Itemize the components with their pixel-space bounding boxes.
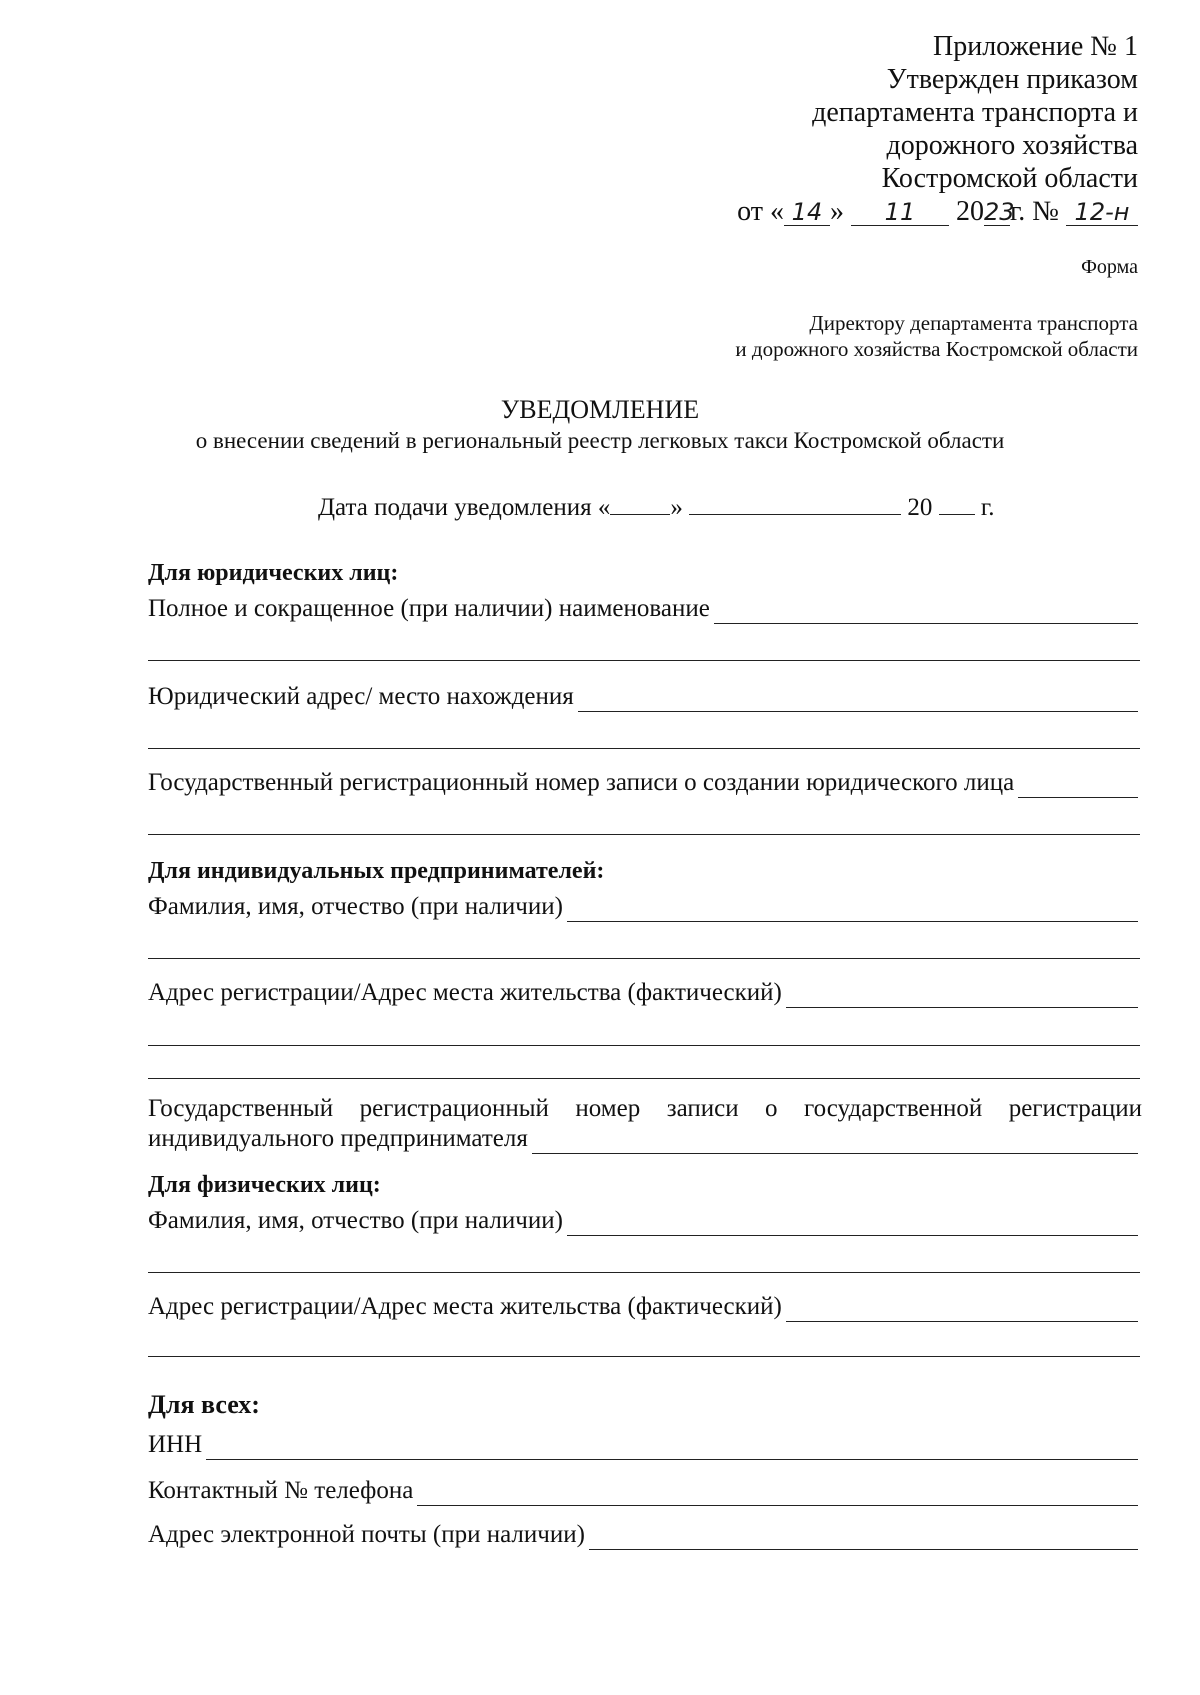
submission-day-field[interactable] <box>610 492 670 515</box>
ie-address-line-2[interactable] <box>148 1045 1140 1046</box>
form-label: Форма <box>1081 256 1138 278</box>
ind-address-line-2[interactable] <box>148 1356 1140 1357</box>
phone-label: Контактный № телефона <box>148 1477 414 1504</box>
document-subtitle: о внесении сведений в региональный реестр легковых такси Костромской области <box>195 428 1005 453</box>
ie-full-name-line-2[interactable] <box>148 958 1140 959</box>
appendix-number: Приложение № 1 <box>933 31 1138 62</box>
order-year: 23 <box>983 198 1015 226</box>
year-prefix: 20 <box>955 196 984 227</box>
order-month: 11 <box>851 199 949 226</box>
ie-address-row <box>148 978 1138 1008</box>
legal-full-name-line-2[interactable] <box>148 660 1140 661</box>
legal-full-name-row <box>148 594 1138 624</box>
order-day: 14 <box>784 199 830 226</box>
legal-address-label: Юридический адрес/ место нахождения <box>148 683 574 710</box>
submission-month-field[interactable] <box>689 492 901 515</box>
ie-reg-number-label-1: Государственный регистрационный номер записи о государственной регистрации <box>148 1095 1142 1122</box>
submission-date-label: Дата подачи уведомления « <box>318 494 611 521</box>
ie-reg-number-label-2: индивидуального предпринимателя <box>148 1125 528 1152</box>
region-line: Костромской области <box>881 163 1138 194</box>
individuals-heading: Для физических лиц: <box>148 1172 381 1198</box>
ind-full-name-row <box>148 1206 1138 1236</box>
all-heading: Для всех: <box>148 1390 260 1419</box>
legal-full-name-label: Полное и сокращенное (при наличии) наименование <box>148 595 710 622</box>
legal-reg-number-line-2[interactable] <box>148 834 1140 835</box>
order-date-line <box>618 195 1138 228</box>
ie-reg-number-block <box>148 1094 1142 1124</box>
approval-block <box>618 30 1138 228</box>
ie-reg-number-row <box>148 1124 1138 1154</box>
ie-full-name-label: Фамилия, имя, отчество (при наличии) <box>148 893 563 920</box>
legal-address-row <box>148 682 1138 712</box>
legal-reg-number-row <box>148 768 1138 798</box>
ie-full-name-row <box>148 892 1138 922</box>
ie-full-name-field[interactable] <box>567 899 1138 922</box>
inn-row <box>148 1430 1138 1460</box>
date-prefix: от « <box>737 196 784 227</box>
document-title: УВЕДОМЛЕНИЕ <box>500 395 700 424</box>
addressee-block <box>538 310 1138 362</box>
ind-address-field[interactable] <box>786 1299 1138 1322</box>
entrepreneurs-heading: Для индивидуальных предпринимателей: <box>148 858 605 884</box>
year-end: г. № <box>1009 196 1059 227</box>
legal-reg-number-label: Государственный регистрационный номер записи о создании юридического лица <box>148 769 1015 796</box>
addressee-line-1: Директору департамента транспорта <box>809 311 1138 335</box>
email-row <box>148 1520 1138 1550</box>
department-line-2: дорожного хозяйства <box>886 130 1138 161</box>
inn-field[interactable] <box>206 1437 1138 1460</box>
order-number: 12-н <box>1066 199 1138 226</box>
submission-year-prefix: 20 <box>907 494 933 521</box>
submission-year-field[interactable] <box>939 492 975 515</box>
ind-full-name-field[interactable] <box>567 1213 1138 1236</box>
phone-row <box>148 1476 1138 1506</box>
legal-full-name-field[interactable] <box>714 601 1138 624</box>
ind-address-row <box>148 1292 1138 1322</box>
addressee-line-2: и дорожного хозяйства Костромской области <box>735 337 1138 361</box>
legal-address-line-2[interactable] <box>148 748 1140 749</box>
quote-close: » <box>829 196 844 227</box>
ie-address-label: Адрес регистрации/Адрес места жительства (фактический) <box>148 979 782 1006</box>
ind-full-name-label: Фамилия, имя, отчество (при наличии) <box>148 1207 563 1234</box>
ind-full-name-line-2[interactable] <box>148 1272 1140 1273</box>
ind-address-label: Адрес регистрации/Адрес места жительства (фактический) <box>148 1293 782 1320</box>
ie-reg-number-field[interactable] <box>532 1131 1138 1154</box>
phone-field[interactable] <box>417 1483 1138 1506</box>
approved-by-order: Утвержден приказом <box>886 64 1138 95</box>
email-label: Адрес электронной почты (при наличии) <box>148 1521 585 1548</box>
legal-entities-heading: Для юридических лиц: <box>148 560 399 586</box>
legal-reg-number-field[interactable] <box>1018 775 1138 798</box>
submission-year-end: г. <box>980 494 995 521</box>
ie-address-field[interactable] <box>786 985 1138 1008</box>
ie-address-line-3[interactable] <box>148 1078 1140 1079</box>
department-line: департамента транспорта и <box>812 97 1138 128</box>
legal-address-field[interactable] <box>578 689 1138 712</box>
inn-label: ИНН <box>148 1431 203 1458</box>
submission-date-line <box>318 492 995 522</box>
submission-date-quote: » <box>670 494 683 521</box>
email-field[interactable] <box>589 1527 1138 1550</box>
